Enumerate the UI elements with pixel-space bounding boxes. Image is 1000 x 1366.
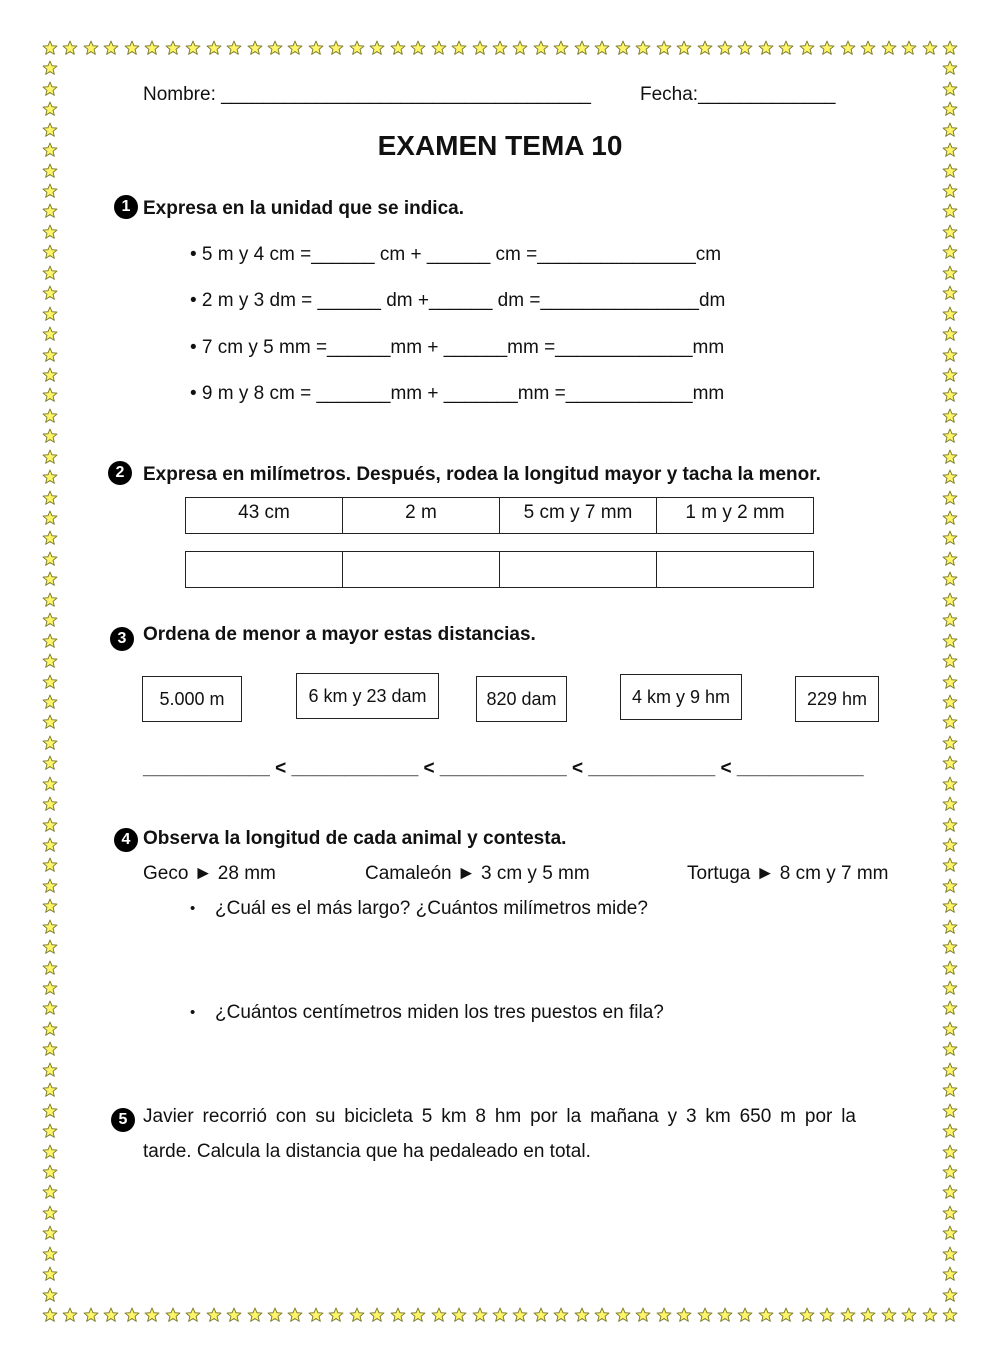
star-icon [942,163,958,179]
star-icon [942,735,958,751]
star-icon [42,674,58,690]
star-icon [42,1307,58,1323]
star-icon [42,510,58,526]
star-icon [42,939,58,955]
star-icon [942,1041,958,1057]
question-bullet: • [190,1004,196,1021]
star-icon [124,1307,140,1323]
star-icon [942,633,958,649]
exercise-3-number-badge: 3 [110,627,134,651]
star-icon [369,1307,385,1323]
star-icon [717,1307,733,1323]
star-icon [942,1144,958,1160]
star-icon [267,40,283,56]
star-icon [778,40,794,56]
star-icon [42,898,58,914]
star-icon [942,817,958,833]
star-icon [737,40,753,56]
exercise-5-text-line-2: tarde. Calcula la distancia que ha pedaleado en total. [143,1141,591,1162]
star-icon [942,40,958,56]
star-icon [42,694,58,710]
star-icon [942,1082,958,1098]
star-icon [42,367,58,383]
star-icon [42,551,58,567]
star-icon [656,40,672,56]
star-icon [83,40,99,56]
star-icon [42,428,58,444]
lengths-cell: 1 m y 2 mm [657,498,814,534]
star-icon [942,1103,958,1119]
star-icon [42,1000,58,1016]
star-icon [42,1246,58,1262]
star-icon [247,1307,263,1323]
star-icon [42,183,58,199]
star-icon [942,571,958,587]
star-icon [942,980,958,996]
star-icon [390,1307,406,1323]
star-icon [349,40,365,56]
star-icon [42,60,58,76]
star-icon [942,939,958,955]
star-icon [42,1225,58,1241]
star-icon [860,1307,876,1323]
star-icon [697,1307,713,1323]
star-icon [942,551,958,567]
star-icon [840,1307,856,1323]
star-icon [124,40,140,56]
star-icon [942,285,958,301]
question-total-length: ¿Cuántos centímetros miden los tres puestos en fila? [215,1002,664,1023]
star-icon [942,1184,958,1200]
star-icon [942,694,958,710]
star-icon [656,1307,672,1323]
star-icon [328,1307,344,1323]
star-icon [185,40,201,56]
date-field-label: Fecha:_____________ [640,84,836,105]
star-icon [819,40,835,56]
star-icon [42,1144,58,1160]
star-icon [942,1164,958,1180]
star-icon [737,1307,753,1323]
star-icon [42,857,58,873]
order-answer-line: ____________ < ____________ < ____________ < ____________ < ____________ [143,758,864,779]
lengths-table [185,497,814,534]
question-bullet: • [190,900,196,917]
star-icon [42,81,58,97]
star-icon [942,449,958,465]
star-icon [144,1307,160,1323]
exercise-2-number-badge: 2 [108,461,132,485]
star-icon [42,776,58,792]
exercise-2-instruction: Expresa en milímetros. Después, rodea la longitud mayor y tacha la menor. [143,464,821,485]
distance-box: 229 hm [795,676,879,722]
star-icon [451,1307,467,1323]
star-icon [942,919,958,935]
star-icon [42,1164,58,1180]
star-icon [42,265,58,281]
star-icon [942,387,958,403]
star-icon [472,40,488,56]
star-icon [717,40,733,56]
star-icon [165,40,181,56]
star-icon [42,469,58,485]
star-icon [451,40,467,56]
exercise-4-number-badge: 4 [114,828,138,852]
star-icon [287,1307,303,1323]
star-icon [635,1307,651,1323]
star-icon [942,469,958,485]
star-icon [901,40,917,56]
star-icon [942,1021,958,1037]
star-icon [42,960,58,976]
star-icon [42,326,58,342]
star-icon [42,1082,58,1098]
star-icon [533,40,549,56]
answers-table [185,551,814,588]
star-icon [328,40,344,56]
star-icon [942,1225,958,1241]
star-icon [942,428,958,444]
star-icon [881,1307,897,1323]
star-icon [942,1266,958,1282]
star-icon [369,40,385,56]
star-icon [942,898,958,914]
star-icon [42,408,58,424]
star-icon [942,408,958,424]
star-icon [390,40,406,56]
star-icon [553,1307,569,1323]
exercise-1-line: • 9 m y 8 cm = _______mm + _______mm =____________mm [190,383,725,404]
star-icon [42,163,58,179]
star-icon [410,40,426,56]
exercise-1-instruction: Expresa en la unidad que se indica. [143,198,464,219]
star-icon [512,40,528,56]
star-icon [942,796,958,812]
star-icon [860,40,876,56]
star-icon [901,1307,917,1323]
exercise-5-text-line-1: Javier recorrió con su bicicleta 5 km 8 hm por la mañana y 3 km 650 m por la [143,1106,856,1127]
star-icon [185,1307,201,1323]
exercise-1-line: • 2 m y 3 dm = ______ dm +______ dm =_______________dm [190,290,726,311]
exercise-3-instruction: Ordena de menor a mayor estas distancias. [143,624,536,645]
exercise-1-number-badge: 1 [114,195,138,219]
star-icon [226,1307,242,1323]
star-icon [308,1307,324,1323]
star-icon [942,510,958,526]
star-icon [942,347,958,363]
star-icon [42,1184,58,1200]
lengths-cell: 2 m [343,498,500,534]
star-icon [553,40,569,56]
star-icon [758,1307,774,1323]
star-icon [42,449,58,465]
star-icon [83,1307,99,1323]
star-icon [42,306,58,322]
animal-gecko: Geco ► 28 mm [143,863,276,884]
star-icon [42,592,58,608]
star-icon [942,224,958,240]
name-field-label: Nombre: ___________________________________ [143,84,591,105]
star-icon [308,40,324,56]
star-icon [431,40,447,56]
star-icon [226,40,242,56]
distance-box: 6 km y 23 dam [296,673,439,719]
star-icon [247,40,263,56]
star-icon [267,1307,283,1323]
star-icon [42,571,58,587]
star-icon [942,101,958,117]
star-icon [206,1307,222,1323]
star-icon [942,530,958,546]
star-icon [42,244,58,260]
lengths-header-row [186,498,814,534]
star-icon [942,183,958,199]
distance-box: 5.000 m [142,676,242,722]
star-icon [42,796,58,812]
star-icon [942,612,958,628]
star-icon [42,40,58,56]
star-icon [942,1287,958,1303]
star-icon [144,40,160,56]
star-icon [942,960,958,976]
star-icon [533,1307,549,1323]
star-icon [942,714,958,730]
star-icon [165,1307,181,1323]
star-icon [42,285,58,301]
star-icon [881,40,897,56]
star-icon [922,1307,938,1323]
star-icon [42,919,58,935]
star-icon [103,1307,119,1323]
star-icon [42,1062,58,1078]
lengths-cell: 5 cm y 7 mm [500,498,657,534]
star-icon [942,857,958,873]
lengths-cell: 43 cm [186,498,343,534]
answer-cell[interactable] [186,552,343,588]
star-icon [942,203,958,219]
star-icon [42,1123,58,1139]
star-icon [615,1307,631,1323]
star-icon [594,40,610,56]
star-icon [799,1307,815,1323]
star-icon [676,1307,692,1323]
star-icon [942,326,958,342]
star-icon [819,1307,835,1323]
page-title: EXAMEN TEMA 10 [377,130,623,161]
star-icon [42,387,58,403]
star-icon [942,674,958,690]
star-icon [42,1041,58,1057]
star-icon [206,40,222,56]
star-icon [942,1205,958,1221]
star-icon [42,1287,58,1303]
star-icon [42,735,58,751]
star-icon [512,1307,528,1323]
answers-row [186,552,814,588]
star-icon [42,347,58,363]
star-icon [492,40,508,56]
star-icon [758,40,774,56]
answer-cell[interactable] [657,552,814,588]
exercise-1-line: • 5 m y 4 cm =______ cm + ______ cm =_______________cm [190,244,722,265]
star-icon [42,490,58,506]
star-icon [42,1021,58,1037]
star-icon [942,878,958,894]
star-icon [42,203,58,219]
animal-tortoise: Tortuga ► 8 cm y 7 mm [687,863,889,884]
star-icon [635,40,651,56]
exercise-1-line: • 7 cm y 5 mm =______mm + ______mm =_____________mm [190,337,725,358]
star-icon [431,1307,447,1323]
star-icon [778,1307,794,1323]
star-icon [62,40,78,56]
star-icon [840,40,856,56]
star-icon [349,1307,365,1323]
star-icon [615,40,631,56]
star-icon [287,40,303,56]
star-icon [942,1000,958,1016]
exercise-5-number-badge: 5 [111,1108,135,1132]
star-icon [697,40,713,56]
answer-cell[interactable] [500,552,657,588]
star-icon [942,755,958,771]
star-icon [942,776,958,792]
star-icon [42,1205,58,1221]
star-icon [922,40,938,56]
star-icon [103,40,119,56]
star-icon [42,101,58,117]
star-icon [42,653,58,669]
star-icon [42,714,58,730]
star-icon [574,1307,590,1323]
star-icon [676,40,692,56]
star-icon [942,1307,958,1323]
star-icon [42,224,58,240]
star-icon [942,81,958,97]
answer-cell[interactable] [343,552,500,588]
animal-chameleon: Camaleón ► 3 cm y 5 mm [365,863,590,884]
star-icon [42,612,58,628]
question-longest: ¿Cuál es el más largo? ¿Cuántos milímetros mide? [215,898,648,919]
star-icon [942,653,958,669]
star-icon [42,878,58,894]
star-icon [410,1307,426,1323]
star-icon [42,980,58,996]
star-icon [42,817,58,833]
star-icon [942,1246,958,1262]
star-icon [942,367,958,383]
star-icon [42,530,58,546]
star-icon [942,490,958,506]
star-icon [942,244,958,260]
star-icon [799,40,815,56]
star-icon [42,633,58,649]
star-icon [942,1123,958,1139]
star-icon [594,1307,610,1323]
star-icon [942,1062,958,1078]
exercise-4-instruction: Observa la longitud de cada animal y contesta. [143,828,567,849]
distance-box: 4 km y 9 hm [620,674,742,720]
star-icon [942,592,958,608]
star-icon [942,60,958,76]
distance-box: 820 dam [476,676,567,722]
star-icon [42,755,58,771]
star-icon [574,40,590,56]
star-icon [942,837,958,853]
star-icon [942,306,958,322]
star-icon [42,1266,58,1282]
star-icon [42,1103,58,1119]
star-icon [42,837,58,853]
star-icon [472,1307,488,1323]
star-icon [942,265,958,281]
star-icon [62,1307,78,1323]
star-icon [492,1307,508,1323]
